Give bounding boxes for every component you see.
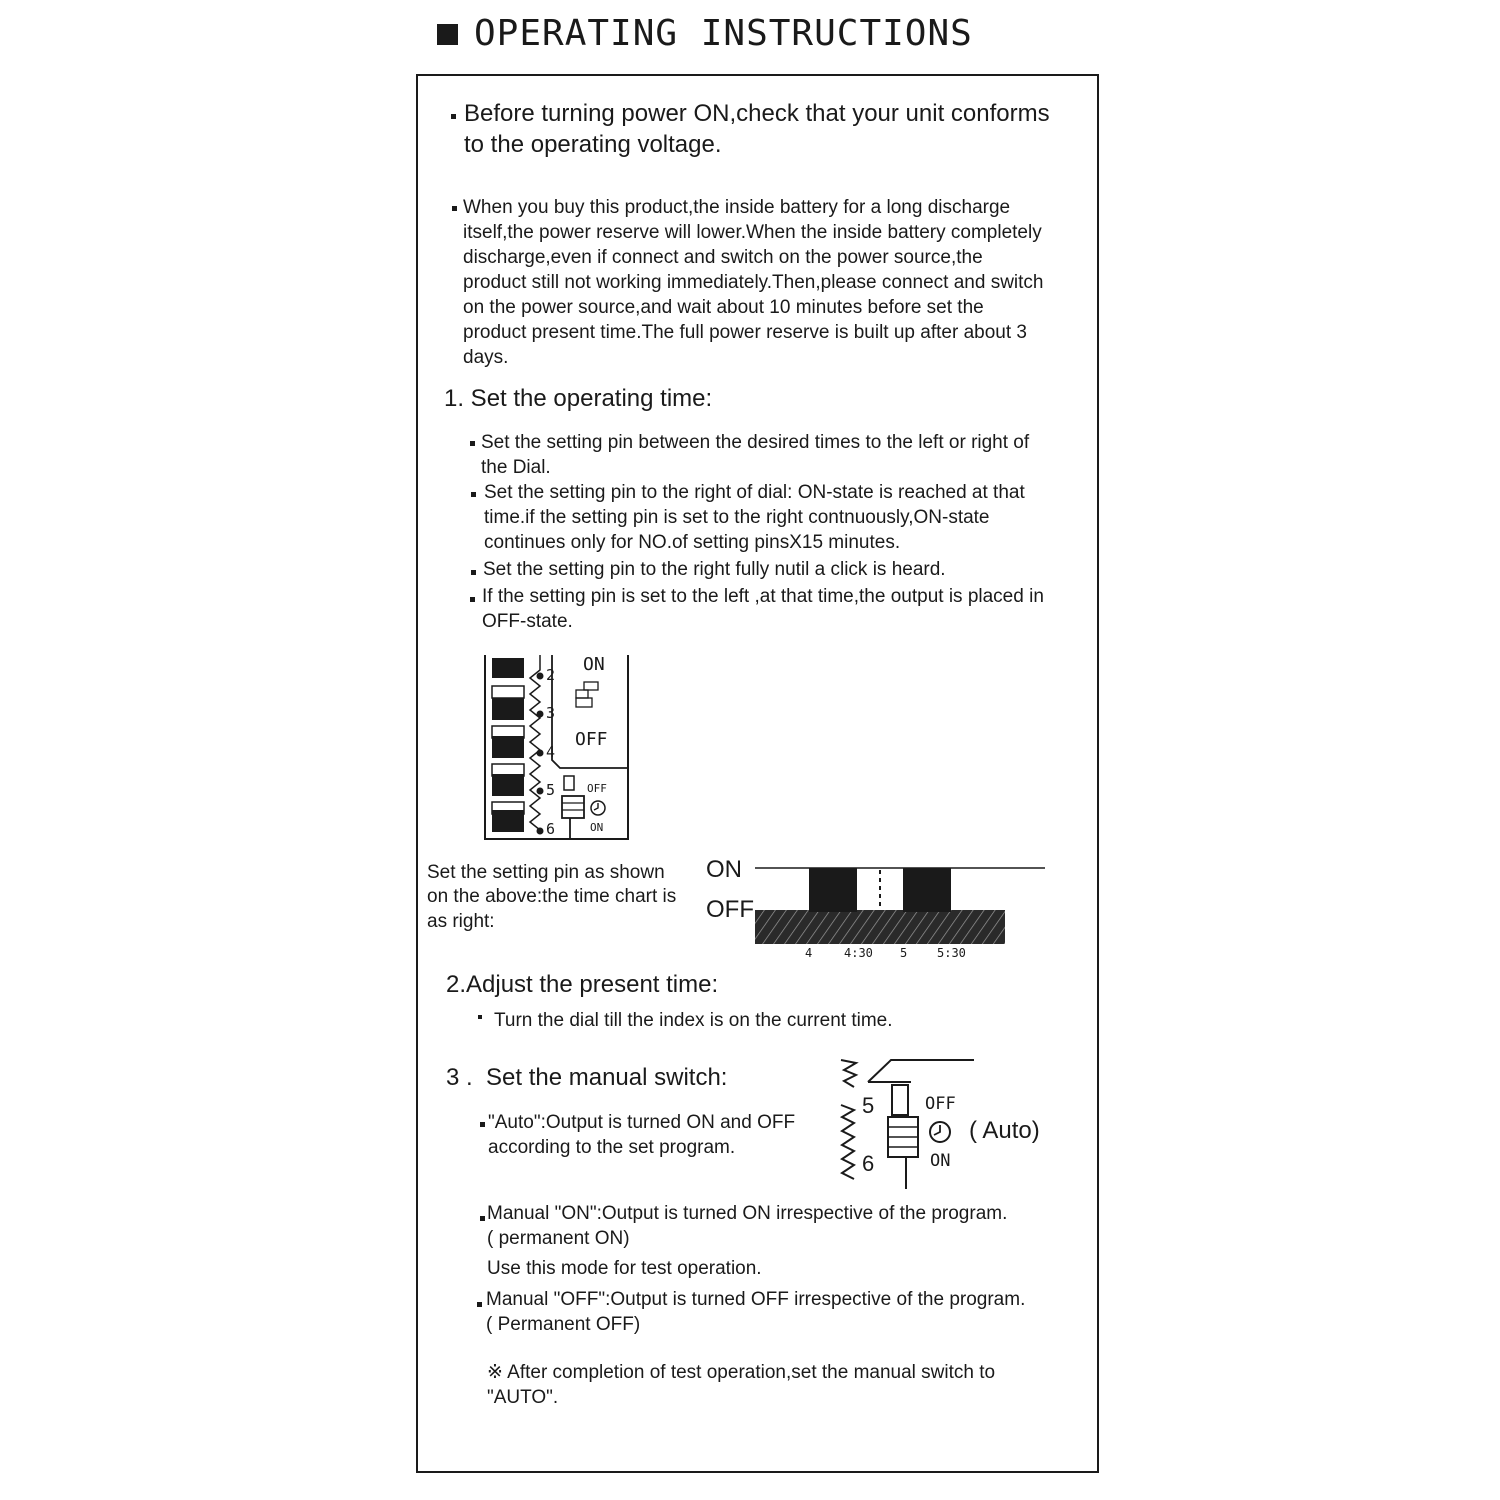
dial-num: 4 [546, 743, 556, 761]
bullet [471, 570, 476, 575]
s3-manual-off-line1: Manual "OFF":Output is turned OFF irrespective of the program. [486, 1289, 1026, 1310]
s1-b2-line1: Set the setting pin to the right of dial: ON-state is reached at that [484, 482, 1025, 503]
intro-p2-line3: discharge,even if connect and switch on the power source,the [463, 247, 983, 268]
dial-switch-off: OFF [587, 782, 607, 795]
bullet [470, 441, 475, 446]
intro-p2-line4: product still not working immediately.Then,please connect and switch [463, 272, 1044, 293]
s3-manual-on-line1: Manual "ON":Output is turned ON irrespective of the program. [487, 1203, 1008, 1224]
page-title: OPERATING INSTRUCTIONS [474, 13, 973, 54]
bullet [477, 1302, 482, 1307]
bullet [478, 1015, 482, 1019]
bullet [452, 206, 457, 211]
section2-heading: 2.Adjust the present time: [446, 971, 719, 998]
s3-manual-on-line3: Use this mode for test operation. [487, 1258, 762, 1279]
section3-heading: 3 . Set the manual switch: [446, 1064, 728, 1091]
bullet [480, 1216, 485, 1221]
intro-p2-line6: product present time.The full power reserve is built up after about 3 [463, 322, 1027, 343]
s1-b3-line1: Set the setting pin to the right fully nutil a click is heard. [483, 559, 946, 580]
dial-num: 2 [546, 666, 556, 684]
bullet [480, 1122, 485, 1127]
s1-b4-line2: OFF-state. [482, 611, 573, 632]
chart-on-label: ON [706, 856, 742, 883]
manual-fig-on: ON [930, 1151, 951, 1171]
intro-p2-line1: When you buy this product,the inside battery for a long discharge [463, 197, 1011, 218]
manual-fig-auto: ( Auto) [969, 1117, 1040, 1144]
title-square-icon [437, 24, 458, 45]
s3-auto-line2: according to the set program. [488, 1137, 736, 1158]
s1-b2-line3: continues only for NO.of setting pinsX15 minutes. [484, 532, 901, 553]
dial-figure [480, 650, 640, 845]
chart-tick: 5:30 [937, 946, 966, 960]
s3-manual-on-line2: ( permanent ON) [487, 1228, 630, 1249]
s1-b1-line2: the Dial. [481, 457, 551, 478]
s3-note-line2: "AUTO". [487, 1387, 559, 1408]
chart-caption-line2: on the above:the time chart is [427, 886, 677, 907]
intro-p1-line1: Before turning power ON,check that your unit conforms [464, 100, 1050, 127]
chart-tick: 5 [900, 946, 908, 960]
dial-switch-on: ON [590, 821, 604, 834]
chart-caption-line1: Set the setting pin as shown [427, 862, 665, 883]
bullet [451, 114, 456, 119]
section1-heading: 1. Set the operating time: [444, 385, 713, 412]
intro-p2-line5: on the power source,and wait about 10 minutes before set the [463, 297, 984, 318]
chart-caption-line3: as right: [427, 911, 495, 932]
chart-tick: 4:30 [844, 946, 873, 960]
dial-num: 6 [546, 820, 556, 838]
manual-fig-5: 5 [862, 1093, 875, 1118]
s3-note-line1: ※ After completion of test operation,set the manual switch to [487, 1362, 996, 1383]
dial-num: 5 [546, 781, 556, 799]
dial-on-label: ON [583, 654, 605, 675]
s2-b1: Turn the dial till the index is on the current time. [494, 1010, 893, 1031]
manual-fig-off: OFF [925, 1094, 956, 1114]
intro-p2-line2: itself,the power reserve will lower.When the inside battery completely [463, 222, 1042, 243]
time-chart [755, 860, 1050, 950]
manual-switch-figure [836, 1055, 981, 1195]
s1-b2-line2: time.if the setting pin is set to the right contnuously,ON-state [484, 507, 990, 528]
dial-off-label: OFF [575, 729, 608, 750]
manual-fig-6: 6 [862, 1151, 875, 1176]
intro-p2-line7: days. [463, 347, 509, 368]
s1-b4-line1: If the setting pin is set to the left ,at that time,the output is placed in [482, 586, 1044, 607]
chart-tick: 4 [805, 946, 813, 960]
chart-off-label: OFF [706, 896, 754, 923]
bullet [470, 597, 475, 602]
intro-p1-line2: to the operating voltage. [464, 131, 722, 158]
dial-num: 3 [546, 704, 556, 722]
bullet [471, 492, 476, 497]
s3-auto-line1: "Auto":Output is turned ON and OFF [488, 1112, 796, 1133]
s3-manual-off-line2: ( Permanent OFF) [486, 1314, 641, 1335]
s1-b1-line1: Set the setting pin between the desired times to the left or right of [481, 432, 1030, 453]
